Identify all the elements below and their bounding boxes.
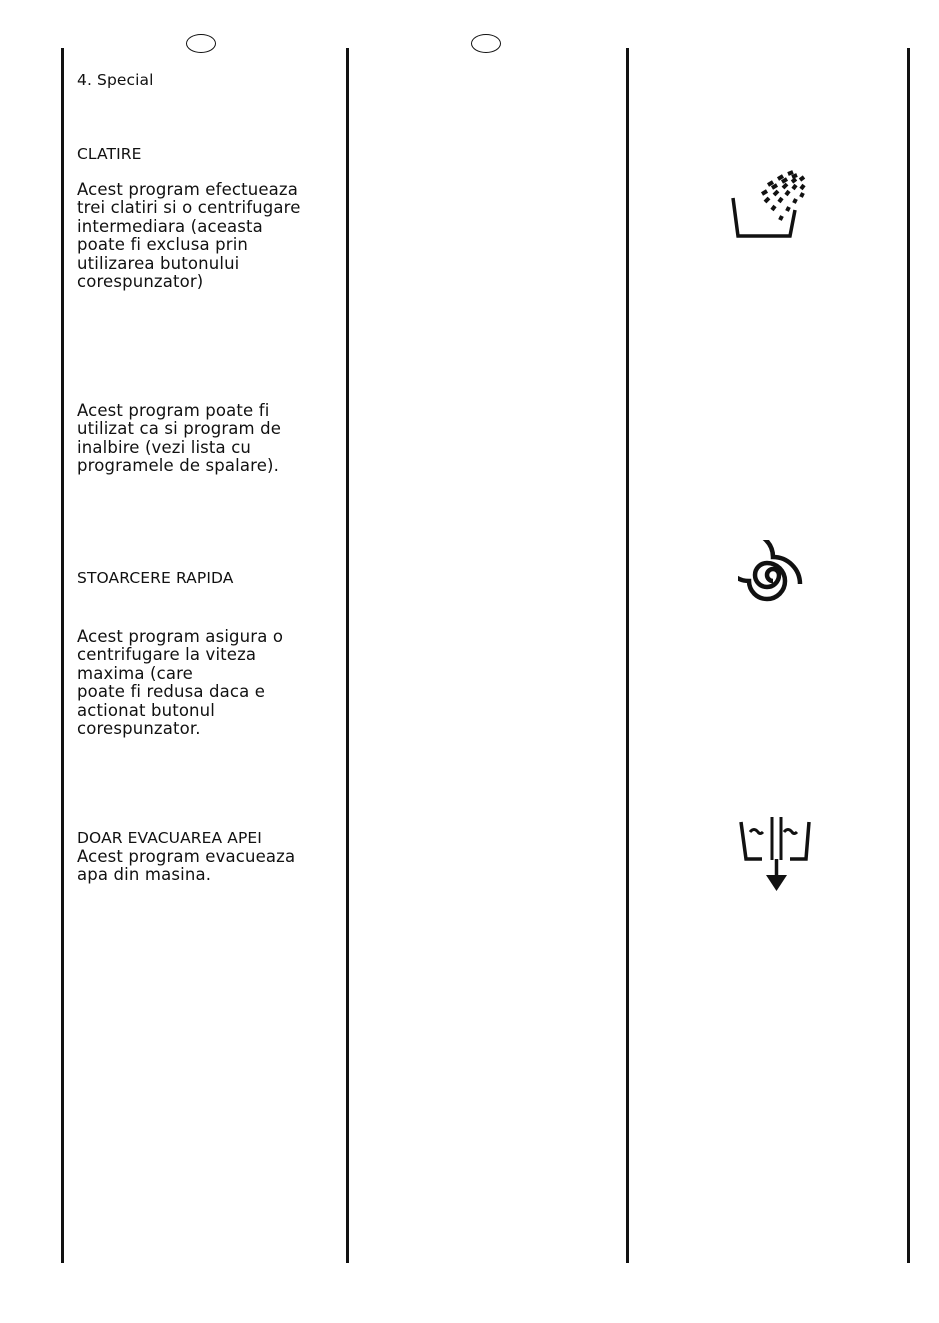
column-rule-left (61, 48, 64, 1263)
rinse-icon (724, 170, 808, 242)
column-rule-right (907, 48, 910, 1263)
program-heading-spin: STOARCERE RAPIDA (77, 569, 234, 587)
language-badge-left (186, 34, 216, 53)
program-note-rinse-bleach: Acest program poate fi utilizat ca si program de inalbire (vezi lista cu programele de spalare). (77, 401, 282, 476)
program-description-drain: Acest program evacueaza apa din masina. (77, 847, 296, 885)
program-heading-rinse: CLATIRE (77, 145, 142, 163)
section-title: 4. Special (77, 71, 154, 89)
program-description-rinse: Acest program efectueaza trei clatiri si o centrifugare intermediara (aceasta poate fi exclusa prin utilizarea butonului corespunzator) (77, 180, 301, 292)
program-description-spin: Acest program asigura o centrifugare la viteza maxima (care poate fi redusa daca e actionat butonul corespunzator. (77, 627, 284, 739)
language-badge-middle (471, 34, 501, 53)
column-rule-middle-right (626, 48, 629, 1263)
drain-icon (736, 815, 816, 895)
spin-icon (738, 540, 808, 610)
program-heading-drain: DOAR EVACUAREA APEI (77, 829, 262, 847)
column-rule-middle-left (346, 48, 349, 1263)
